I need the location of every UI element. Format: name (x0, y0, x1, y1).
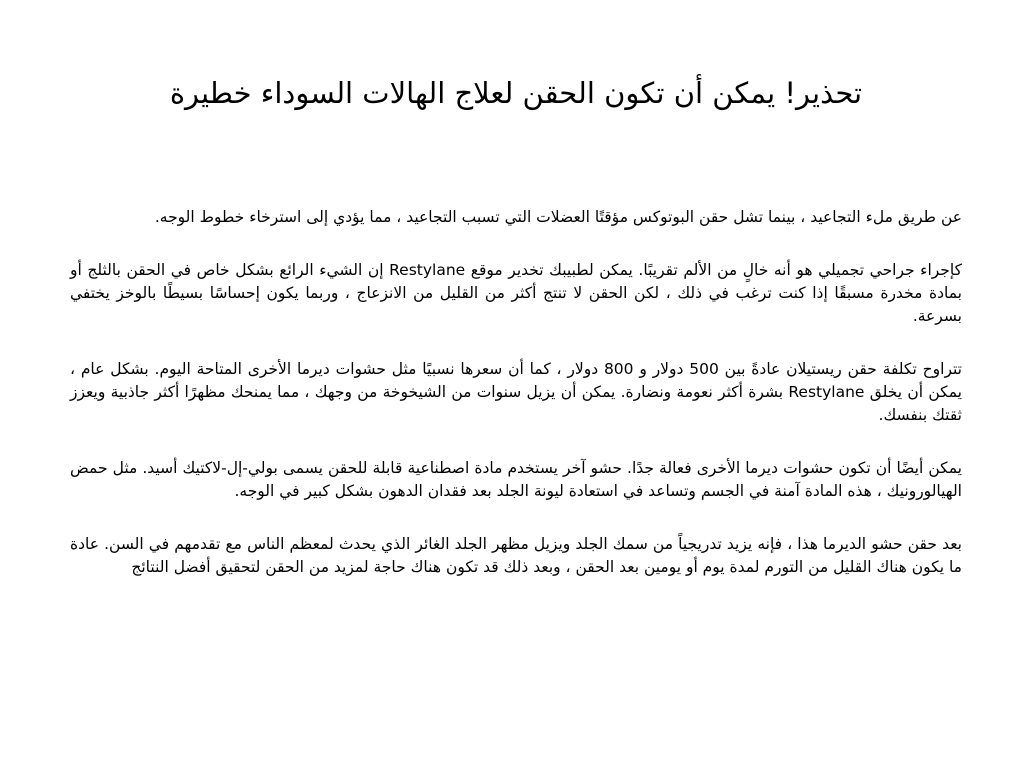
paragraph-4: يمكن أيضًا أن تكون حشوات ديرما الأخرى فعالة جدًا. حشو آخر يستخدم مادة اصطناعية قابلة للحقن يسمى بولي-إل-لاكتيك أسيد. مثل حمض الهيالورونيك ، هذه المادة آمنة في الجسم وتساعد في استعادة ليونة الجلد بعد فقدان الدهون بشكل كبير في الوجه. (70, 459, 962, 500)
slide-body (70, 206, 962, 579)
paragraph-1: عن طريق ملء التجاعيد ، بينما تشل حقن البوتوكس مؤقتًا العضلات التي تسبب التجاعيد ، مما يؤدي إلى استرخاء خطوط الوجه. (154, 208, 962, 226)
page-title: تحذير! يمكن أن تكون الحقن لعلاج الهالات السوداء خطيرة (169, 76, 863, 110)
paragraph-5: بعد حقن حشو الديرما هذا ، فإنه يزيد تدريجياً من سمك الجلد ويزيل مظهر الجلد الغائر الذي يحدث لمعظم الناس مع تقدمهم في السن. عادة ما يكون هناك القليل من التورم لمدة يوم أو يومين بعد الحقن ، وبعد ذلك قد تكون هناك حاجة لمزيد من الحقن لتحقيق أفضل النتائج (70, 535, 962, 576)
paragraph-3: تتراوح تكلفة حقن ريستيلان عادةً بين 500 دولار و 800 دولار ، كما أن سعرها نسبيًا مثل حشوات ديرما الأخرى المتاحة اليوم. بشكل عام ، يمكن أن يخلق Restylane بشرة أكثر نعومة ونضارة. يمكن أن يزيل سنوات من الشيخوخة من وجهك ، مما يمنحك مظهرًا أكثر جاذبية ويعزز ثقتك بنفسك. (70, 360, 962, 424)
paragraph-2: كإجراء جراحي تجميلي هو أنه خالٍ من الألم تقريبًا. يمكن لطبيبك تخدير موقع Restylane إن الشيء الرائع بشكل خاص في الحقن بالثلج أو بمادة مخدرة مسبقًا إذا كنت ترغب في ذلك ، لكن الحقن لا تنتج أكثر من القليل من الانزعاج ، وربما يكون إحساسًا بسيطًا بالوخز يختفي بسرعة. (70, 261, 962, 325)
